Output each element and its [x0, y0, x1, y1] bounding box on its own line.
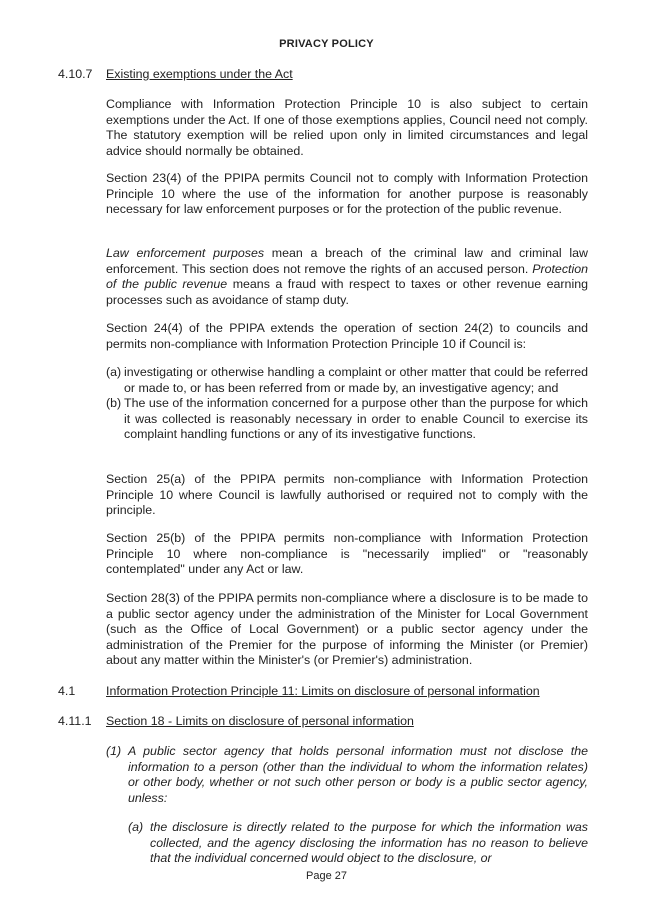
- clause-text: the disclosure is directly related to the purpose for which the information was collected, and the agency disclosing the information has no reason to believe that the individual concerned would object to the disclosure, or: [150, 820, 588, 866]
- page-header-title: PRIVACY POLICY: [279, 38, 374, 50]
- paragraph-section-25-b: Section 25(b) of the PPIPA permits non-compliance with Information Protection Principle 10 where non-compliance is "necessarily implied" or "reasonably contemplated" under any Act or law.: [106, 531, 588, 577]
- list-item-text: The use of the information concerned for a purpose other than the purpose for which it was collected is reasonably necessary in order to enable Council to exercise its complaint handling functions or any of its investigative functions.: [124, 396, 588, 442]
- section-title: Existing exemptions under the Act: [106, 67, 293, 81]
- clause-label: (1): [106, 744, 122, 758]
- paragraph-section-25-a: Section 25(a) of the PPIPA permits non-compliance with Information Protection Principle 10 where Council is lawfully authorised or required not to comply with the principle.: [106, 472, 588, 518]
- clause-item: [106, 744, 588, 806]
- definition-text-1: mean a breach of the criminal law and criminal law enforcement. This section does not remove the rights of an accused person.: [106, 246, 588, 276]
- list-item-text: investigating or otherwise handling a complaint or other matter that could be referred or made to, or has been referred from or made by, an investigative agency; and: [124, 365, 588, 395]
- list-item: [106, 396, 588, 443]
- clause-label: (a): [128, 820, 144, 834]
- section-number: 4.1: [58, 684, 76, 698]
- section-title: Section 18 - Limits on disclosure of personal information: [106, 714, 414, 728]
- list-item-label: (b): [106, 396, 122, 411]
- exemption-list: [106, 365, 588, 443]
- paragraph-section-24-4: Section 24(4) of the PPIPA extends the operation of section 24(2) to councils and permits non-compliance with Information Protection Principle 10 if Council is:: [106, 321, 588, 351]
- definition-text-2: means a fraud with respect to taxes or other revenue earning processes such as avoidance of stamp duty.: [106, 277, 588, 307]
- section-title: Information Protection Principle 11: Limits on disclosure of personal information: [106, 684, 540, 698]
- paragraph-exemptions-intro: Compliance with Information Protection Principle 10 is also subject to certain exemptions under the Act. If one of those exemptions applies, Council need not comply. The statutory exemption will be relied upon only in limited circumstances and legal advice should normally be obtained.: [106, 97, 588, 158]
- clause-item: [128, 820, 588, 867]
- page-number: Page 27: [306, 870, 347, 882]
- list-item: [106, 365, 588, 396]
- paragraph-section-23-4: Section 23(4) of the PPIPA permits Council not to comply with Information Protection Principle 10 where the use of the information for another purpose is reasonably necessary for law enforcement purposes or for the protection of the public revenue.: [106, 171, 588, 217]
- quoted-clause-1a: [128, 820, 588, 867]
- clause-text: A public sector agency that holds personal information must not disclose the information to a person (other than the individual to whom the information relates) or other body, whether or not such other person or body is a public sector agency, unless:: [128, 744, 588, 805]
- paragraph-definitions: [106, 246, 588, 308]
- section-number: 4.10.7: [58, 67, 93, 81]
- term-law-enforcement: Law enforcement purposes: [106, 246, 265, 260]
- section-number: 4.11.1: [58, 714, 92, 728]
- paragraph-section-28-3: Section 28(3) of the PPIPA permits non-compliance where a disclosure is to be made to a public sector agency under the administration of the Minister for Local Government (such as the Office of Local Government) or a public sector agency under the administration of the Premier for the purpose of informing the Minister (or Premier) about any matter within the Minister's (or Premier's) administration.: [106, 591, 588, 668]
- term-public-revenue: Protection of the public revenue: [106, 261, 588, 292]
- list-item-label: (a): [106, 365, 122, 379]
- quoted-clause-1: [106, 744, 588, 806]
